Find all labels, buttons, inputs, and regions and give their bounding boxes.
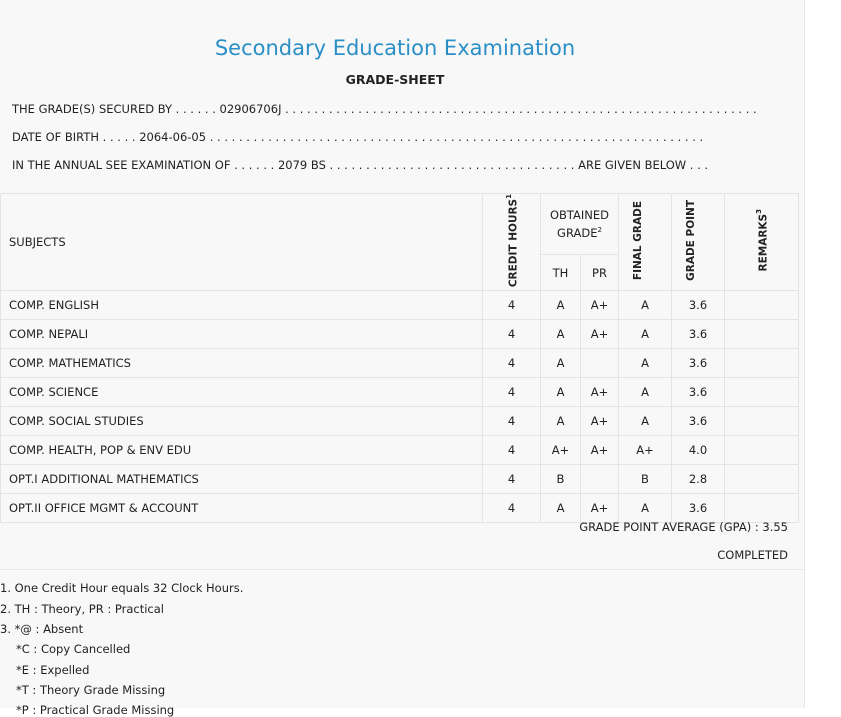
divider xyxy=(0,569,805,570)
credit-cell: 4 xyxy=(483,407,541,436)
symbol-number-line: THE GRADE(S) SECURED BY . . . . . . 02906706J . . . . . . . . . . . . . . . . . . . . . . . . . . . . . . . . . . . . . . . . . . . . . . . . . . . . . . . . . . . . . . . . . xyxy=(12,102,757,116)
grade-point-cell: 3.6 xyxy=(672,291,725,320)
remarks-cell xyxy=(725,407,799,436)
footnote-practical-missing: *P : Practical Grade Missing xyxy=(16,703,175,717)
table-row xyxy=(1,291,799,320)
final-grade-header: FINAL GRADE xyxy=(619,194,672,291)
footnote-copy-cancelled: *C : Copy Cancelled xyxy=(16,642,131,656)
grade-point-cell: 3.6 xyxy=(672,494,725,523)
table-row xyxy=(1,436,799,465)
grade-point-cell: 4.0 xyxy=(672,436,725,465)
remarks-cell xyxy=(725,291,799,320)
table-row xyxy=(1,407,799,436)
remarks-cell xyxy=(725,494,799,523)
final-grade-cell: A xyxy=(619,407,672,436)
table-row xyxy=(1,349,799,378)
final-grade-cell: A xyxy=(619,349,672,378)
practical-header: PR xyxy=(581,255,619,291)
subjects-header: SUBJECTS xyxy=(1,194,483,291)
theory-grade-cell: A xyxy=(541,291,581,320)
remarks-cell xyxy=(725,378,799,407)
credit-cell: 4 xyxy=(483,436,541,465)
practical-grade-cell xyxy=(581,349,619,378)
subject-cell: OPT.I ADDITIONAL MATHEMATICS xyxy=(1,465,483,494)
remarks-cell xyxy=(725,436,799,465)
exam-year-line: IN THE ANNUAL SEE EXAMINATION OF . . . . . . 2079 BS . . . . . . . . . . . . . . . . . . . . . . . . . . . . . . . . . . ARE GIVEN BELOW . . . xyxy=(12,158,709,172)
credit-cell: 4 xyxy=(483,465,541,494)
final-grade-cell: A+ xyxy=(619,436,672,465)
credit-cell: 4 xyxy=(483,494,541,523)
grades-table xyxy=(0,193,799,523)
table-row xyxy=(1,320,799,349)
credit-cell: 4 xyxy=(483,349,541,378)
final-grade-cell: A xyxy=(619,494,672,523)
practical-grade-cell: A+ xyxy=(581,291,619,320)
practical-grade-cell: A+ xyxy=(581,436,619,465)
practical-grade-cell: A+ xyxy=(581,320,619,349)
subject-cell: OPT.II OFFICE MGMT & ACCOUNT xyxy=(1,494,483,523)
table-row xyxy=(1,494,799,523)
grade-sheet-heading: GRADE-SHEET xyxy=(345,72,445,87)
theory-grade-cell: A xyxy=(541,349,581,378)
footnote-absent: 3. *@ : Absent xyxy=(0,622,84,636)
grade-point-cell: 3.6 xyxy=(672,320,725,349)
exam-title: Secondary Education Examination xyxy=(214,36,576,60)
subject-cell: COMP. SCIENCE xyxy=(1,378,483,407)
remarks-cell xyxy=(725,320,799,349)
credit-cell: 4 xyxy=(483,320,541,349)
theory-grade-cell: A xyxy=(541,320,581,349)
remarks-cell xyxy=(725,465,799,494)
footnote-th-pr: 2. TH : Theory, PR : Practical xyxy=(0,602,164,616)
theory-grade-cell: B xyxy=(541,465,581,494)
grade-point-cell: 2.8 xyxy=(672,465,725,494)
gpa-summary: GRADE POINT AVERAGE (GPA) : 3.55 xyxy=(579,520,788,534)
footnote-theory-missing: *T : Theory Grade Missing xyxy=(16,683,166,697)
theory-header: TH xyxy=(541,255,581,291)
footnote-expelled: *E : Expelled xyxy=(16,663,90,677)
credit-cell: 4 xyxy=(483,378,541,407)
footnote-credit-hour: 1. One Credit Hour equals 32 Clock Hours. xyxy=(0,581,244,595)
grade-point-header: GRADE POINT xyxy=(672,194,725,291)
credit-cell: 4 xyxy=(483,291,541,320)
final-grade-cell: A xyxy=(619,291,672,320)
subject-cell: COMP. NEPALI xyxy=(1,320,483,349)
grade-point-cell: 3.6 xyxy=(672,349,725,378)
final-grade-cell: A xyxy=(619,320,672,349)
final-grade-cell: B xyxy=(619,465,672,494)
subject-cell: COMP. HEALTH, POP & ENV EDU xyxy=(1,436,483,465)
remarks-header: REMARKS$^3$ xyxy=(725,194,799,291)
subject-cell: COMP. ENGLISH xyxy=(1,291,483,320)
remarks-cell xyxy=(725,349,799,378)
final-grade-cell: A xyxy=(619,378,672,407)
date-of-birth-line: DATE OF BIRTH . . . . . 2064-06-05 . . . . . . . . . . . . . . . . . . . . . . . . . . . . . . . . . . . . . . . . . . . . . . . . . . . . . . . . . . . . . . . . . . . . xyxy=(12,130,704,144)
practical-grade-cell: A+ xyxy=(581,407,619,436)
practical-grade-cell xyxy=(581,465,619,494)
credit-hours-header: CREDIT HOURS$^1$ xyxy=(483,194,541,291)
subject-cell: COMP. SOCIAL STUDIES xyxy=(1,407,483,436)
theory-grade-cell: A xyxy=(541,494,581,523)
theory-grade-cell: A+ xyxy=(541,436,581,465)
subject-cell: COMP. MATHEMATICS xyxy=(1,349,483,378)
grade-point-cell: 3.6 xyxy=(672,407,725,436)
practical-grade-cell: A+ xyxy=(581,378,619,407)
table-row xyxy=(1,465,799,494)
grade-point-cell: 3.6 xyxy=(672,378,725,407)
practical-grade-cell: A+ xyxy=(581,494,619,523)
table-header-row xyxy=(1,194,799,255)
table-row xyxy=(1,378,799,407)
status-text: COMPLETED xyxy=(717,548,788,562)
theory-grade-cell: A xyxy=(541,407,581,436)
obtained-grade-header: OBTAINED GRADE$^2$ xyxy=(541,194,619,255)
theory-grade-cell: A xyxy=(541,378,581,407)
